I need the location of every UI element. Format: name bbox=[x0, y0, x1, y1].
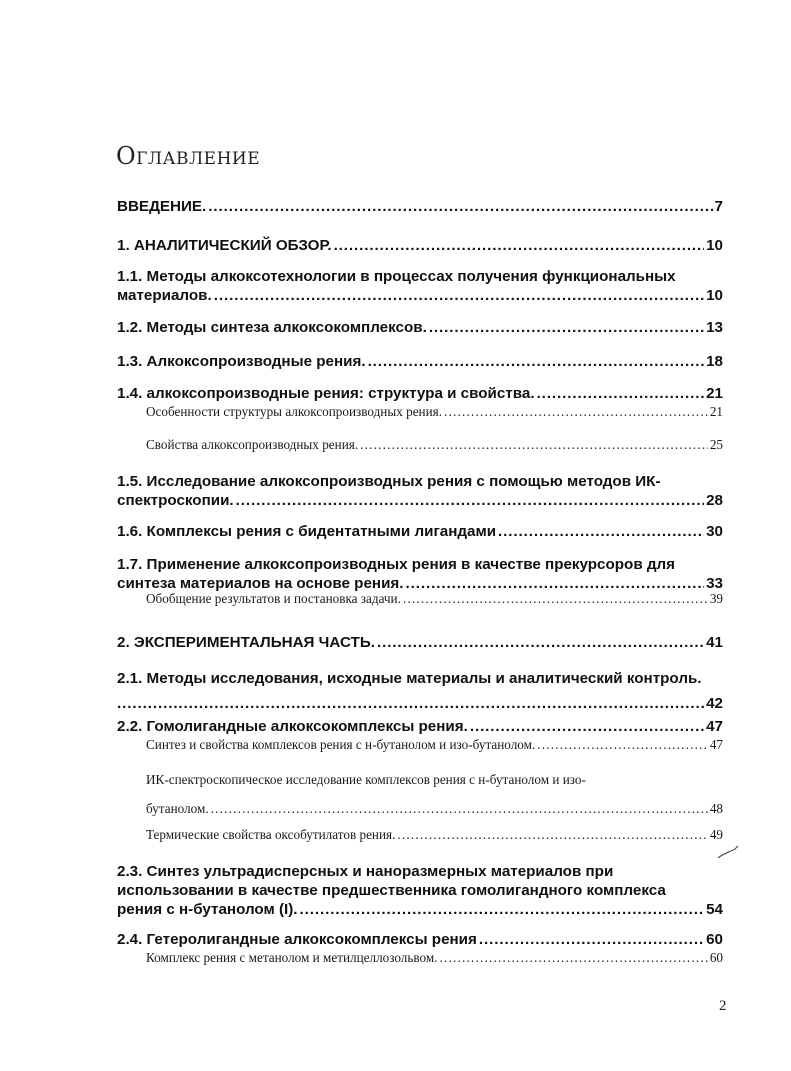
toc-entry-title: Особенности структуры алкоксопроизводных рения. bbox=[146, 404, 443, 419]
toc-entry-leader-line bbox=[146, 823, 723, 847]
toc-entry-title: ВВЕДЕНИЕ. bbox=[117, 198, 207, 215]
dot-leader bbox=[368, 352, 705, 371]
toc-entry-intro[interactable] bbox=[117, 197, 723, 216]
toc-entry-title: материалов. bbox=[117, 287, 212, 304]
toc-entry-title: бутанолом. bbox=[146, 801, 209, 816]
toc-entry-line: 1.1. Методы алкоксотехнологии в процессах получения функциональных bbox=[117, 268, 676, 285]
dot-leader bbox=[208, 197, 712, 216]
toc-entry-title: 1.2. Методы синтеза алкоксокомплексов. bbox=[117, 319, 427, 336]
toc-entry-line: использовании в качестве предшественника гомолигандного комплекса bbox=[117, 882, 666, 899]
toc-entry-title: спектроскопии. bbox=[117, 492, 234, 509]
toc-entry-leader-line bbox=[146, 400, 723, 424]
toc-entry-leader-line bbox=[117, 318, 723, 337]
toc-entry-leader-line bbox=[117, 197, 723, 216]
toc-entry-s1-6[interactable] bbox=[117, 522, 723, 541]
toc-entry-line: 1.7. Применение алкоксопроизводных рения в качестве прекурсоров для bbox=[117, 556, 676, 573]
toc-entry-page: 21 bbox=[706, 385, 723, 402]
toc-entry-page: 54 bbox=[706, 901, 723, 918]
toc-entry-title: 1.6. Комплексы рения с бидентатными лигандами bbox=[117, 523, 497, 540]
toc-entry-line: 1.5. Исследование алкоксопроизводных рения с помощью методов ИК- bbox=[117, 473, 661, 490]
toc-entry-page: 21 bbox=[709, 404, 723, 419]
dot-leader bbox=[403, 587, 708, 611]
toc-entry-title: 2. ЭКСПЕРИМЕНТАЛЬНАЯ ЧАСТЬ. bbox=[117, 634, 375, 651]
toc-entry-page: 28 bbox=[706, 492, 723, 509]
toc-entry-page: 39 bbox=[709, 591, 723, 606]
toc-entry-leader-line bbox=[117, 236, 723, 255]
toc-entry-line: ИК-спектроскопическое исследование комплексов рения с н-бутанолом и изо- bbox=[146, 772, 586, 787]
toc-entry-s2-2-1[interactable] bbox=[146, 733, 723, 757]
toc-entry-s2-2-2[interactable] bbox=[146, 765, 723, 823]
dot-leader bbox=[537, 733, 708, 757]
toc-entry-page: 30 bbox=[706, 523, 723, 540]
toc-entry-s1-2[interactable] bbox=[117, 318, 723, 337]
toc-entry-title: Комплекс рения с метанолом и метилцеллозольвом. bbox=[146, 950, 438, 965]
toc-entry-leader-line bbox=[117, 900, 723, 919]
toc-title: Оглавление bbox=[116, 142, 261, 170]
toc-entry-line: 2.1. Методы исследования, исходные материалы и аналитический контроль. bbox=[117, 670, 702, 687]
toc-entry-leader-line bbox=[117, 286, 723, 305]
toc-entry-page: 18 bbox=[706, 353, 723, 370]
toc-entry-page: 7 bbox=[714, 198, 723, 215]
toc-entry-title: Свойства алкоксопроизводных рения. bbox=[146, 437, 359, 452]
toc-entry-title: Термические свойства оксобутилатов рения. bbox=[146, 827, 396, 842]
toc-entry-title: 2.2. Гомолигандные алкоксокомплексы рения. bbox=[117, 718, 468, 735]
toc-entry-page: 47 bbox=[709, 737, 723, 752]
toc-entry-page: 47 bbox=[706, 718, 723, 735]
toc-entry-title: Обобщение результатов и постановка задачи. bbox=[146, 591, 401, 606]
toc-entry-title: 1.4. алкоксопроизводные рения: структура и свойства. bbox=[117, 385, 535, 402]
toc-entry-page: 48 bbox=[709, 801, 723, 816]
toc-entry-page: 49 bbox=[709, 827, 723, 842]
toc-entry-ch2[interactable] bbox=[117, 633, 723, 652]
toc-entry-leader-line bbox=[146, 433, 723, 457]
dot-leader bbox=[236, 491, 704, 510]
toc-entry-s2-3[interactable] bbox=[117, 862, 723, 919]
toc-entry-title: Синтез и свойства комплексов рения с н-бутанолом и изо-бутанолом. bbox=[146, 737, 536, 752]
toc-entry-ch1[interactable] bbox=[117, 236, 723, 255]
toc-entry-leader-line bbox=[117, 633, 723, 652]
toc-entry-s1-4-1[interactable] bbox=[146, 400, 723, 424]
toc-entry-leader-line bbox=[117, 352, 723, 371]
dot-leader bbox=[444, 400, 708, 424]
toc-entry-s1-4-2[interactable] bbox=[146, 433, 723, 457]
toc-entry-page: 10 bbox=[706, 237, 723, 254]
dot-leader bbox=[334, 236, 705, 255]
toc-entry-s1-3[interactable] bbox=[117, 352, 723, 371]
dot-leader bbox=[377, 633, 704, 652]
toc-entry-leader-line bbox=[146, 733, 723, 757]
toc-entry-title: 2.4. Гетеролигандные алкоксокомплексы рения bbox=[117, 931, 477, 948]
toc-entry-s1-5[interactable] bbox=[117, 472, 723, 510]
toc-entry-page: 60 bbox=[709, 950, 723, 965]
toc-entry-s1-1[interactable] bbox=[117, 267, 723, 305]
toc-entry-s2-4-1[interactable] bbox=[146, 946, 723, 970]
toc-entry-leader-line bbox=[117, 522, 723, 541]
toc-entry-page: 60 bbox=[706, 931, 723, 948]
dot-leader bbox=[498, 522, 704, 541]
toc-entry-leader-line bbox=[117, 691, 723, 716]
dot-leader bbox=[117, 691, 704, 716]
toc-entry-s1-7-1[interactable] bbox=[146, 587, 723, 611]
toc-entry-title: синтеза материалов на основе рения. bbox=[117, 575, 404, 592]
dot-leader bbox=[440, 946, 708, 970]
toc-entry-line: 2.3. Синтез ультрадисперсных и наноразмерных материалов при bbox=[117, 863, 614, 880]
toc-entry-s2-1[interactable] bbox=[117, 666, 723, 716]
toc-entry-page: 25 bbox=[709, 437, 723, 452]
toc-entry-page: 13 bbox=[706, 319, 723, 336]
dot-leader bbox=[397, 823, 707, 847]
toc-entry-title: 1.3. Алкоксопроизводные рения. bbox=[117, 353, 366, 370]
toc-entry-s2-2-3[interactable] bbox=[146, 823, 723, 847]
toc-entry-leader-line bbox=[146, 587, 723, 611]
dot-leader bbox=[360, 433, 708, 457]
dot-leader bbox=[429, 318, 704, 337]
dot-leader bbox=[300, 900, 705, 919]
toc-entry-title: 1. АНАЛИТИЧЕСКИЙ ОБЗОР. bbox=[117, 237, 332, 254]
toc-entry-page: 42 bbox=[706, 695, 723, 712]
toc-entry-page: 33 bbox=[706, 575, 723, 592]
toc-entry-page: 41 bbox=[706, 634, 723, 651]
dot-leader bbox=[214, 286, 704, 305]
toc-entry-page: 10 bbox=[706, 287, 723, 304]
dot-leader bbox=[211, 794, 708, 823]
page-number: 2 bbox=[719, 998, 727, 1014]
pen-mark-icon bbox=[716, 843, 742, 861]
toc-entry-leader-line bbox=[146, 794, 723, 823]
toc-entry-leader-line bbox=[146, 946, 723, 970]
toc-entry-leader-line bbox=[117, 491, 723, 510]
toc-entry-title: рения с н-бутанолом (I). bbox=[117, 901, 298, 918]
